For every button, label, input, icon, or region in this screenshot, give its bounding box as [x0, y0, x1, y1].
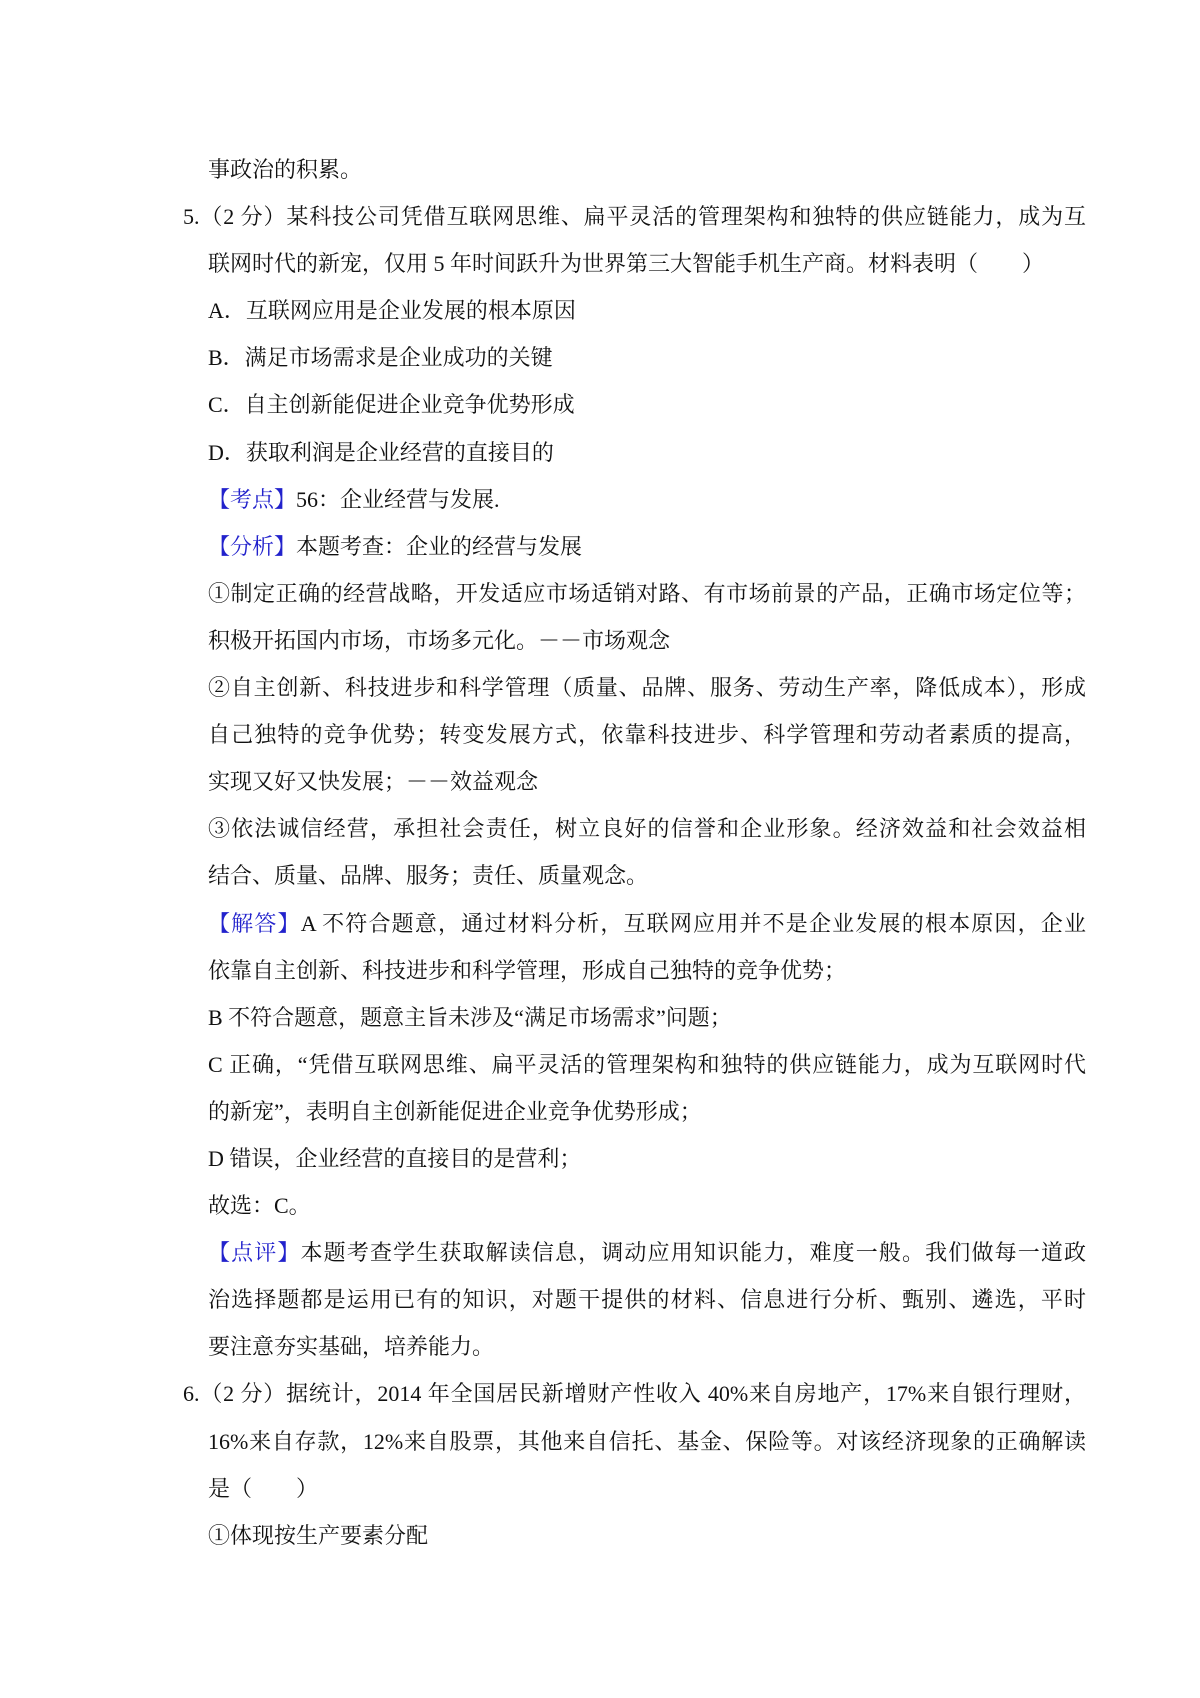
- line-text: 5.（2 分）某科技公司凭借互联网思维、扁平灵活的管理架构和独特的供应链能力，成为互: [183, 204, 1086, 230]
- question-5-stem-line-1: [0, 193, 1086, 240]
- line-text: 要注意夯实基础，培养能力。: [208, 1334, 495, 1360]
- answer-conclusion: [0, 1182, 1086, 1229]
- answer-line-5: [0, 1088, 1086, 1135]
- question-5-option-a: [0, 287, 1086, 334]
- answer-label: 【解答】: [208, 910, 301, 936]
- analysis-label: 【分析】: [208, 533, 297, 559]
- answer-line-4: [0, 1041, 1086, 1088]
- exam-point-line: [0, 476, 1086, 523]
- analysis-line-5: [0, 711, 1086, 758]
- line-text: 是（ ）: [208, 1475, 319, 1501]
- paragraph-continuation: [0, 146, 1086, 193]
- line-text: A 不符合题意，通过材料分析，互联网应用并不是企业发展的根本原因，企业: [300, 910, 1086, 936]
- line-text: 56：企业经营与发展.: [296, 486, 500, 512]
- comment-line-1: [0, 1229, 1086, 1276]
- option-text: B．满足市场需求是企业成功的关键: [208, 345, 553, 371]
- line-text: 实现又好又快发展；－－效益观念: [208, 769, 539, 795]
- line-text: 结合、质量、品牌、服务；责任、质量观念。: [208, 863, 649, 889]
- analysis-line-1: [0, 523, 1086, 570]
- line-text: 积极开拓国内市场，市场多元化。－－市场观念: [208, 627, 671, 653]
- line-text: 的新宠”，表明自主创新能促进企业竞争优势形成；: [208, 1098, 702, 1124]
- line-text: ③依法诚信经营，承担社会责任，树立良好的信誉和企业形象。经济效益和社会效益相: [208, 816, 1086, 842]
- analysis-line-6: [0, 758, 1086, 805]
- line-text: 自己独特的竞争优势；转变发展方式，依靠科技进步、科学管理和劳动者素质的提高，: [208, 722, 1086, 748]
- comment-label: 【点评】: [208, 1240, 301, 1266]
- question-6-stem-line-2: [0, 1418, 1086, 1465]
- line-text: 故选：C。: [208, 1193, 311, 1219]
- line-text: 6.（2 分）据统计，2014 年全国居民新增财产性收入 40%来自房地产，17%来自银行理财，: [183, 1381, 1086, 1407]
- line-text: 事政治的积累。: [208, 157, 363, 182]
- line-text: B 不符合题意，题意主旨未涉及“满足市场需求”问题；: [208, 1004, 732, 1030]
- line-text: ①体现按生产要素分配: [208, 1522, 429, 1548]
- question-5-option-c: [0, 381, 1086, 428]
- line-text: ①制定正确的经营战略，开发适应市场适销对路、有市场前景的产品，正确市场定位等；: [208, 580, 1086, 606]
- analysis-line-3: [0, 617, 1086, 664]
- comment-line-3: [0, 1323, 1086, 1370]
- line-text: 联网时代的新宠，仅用 5 年时间跃升为世界第三大智能手机生产商。材料表明（ ）: [208, 251, 1045, 277]
- line-text: 本题考查学生获取解读信息，调动应用知识能力，难度一般。我们做每一道政: [300, 1240, 1086, 1266]
- option-text: D．获取利润是企业经营的直接目的: [208, 439, 554, 465]
- analysis-line-4: [0, 664, 1086, 711]
- question-5-option-d: [0, 429, 1086, 476]
- line-text: 本题考查：企业的经营与发展: [296, 533, 583, 559]
- question-5-option-b: [0, 334, 1086, 381]
- line-text: 治选择题都是运用已有的知识，对题干提供的材料、信息进行分析、甄别、遴选，平时: [208, 1287, 1086, 1313]
- line-text: D 错误，企业经营的直接目的是营利；: [208, 1145, 582, 1171]
- comment-line-2: [0, 1276, 1086, 1323]
- question-6-stem-line-3: [0, 1465, 1086, 1512]
- question-6-item-1: [0, 1512, 1086, 1559]
- line-text: 16%来自存款，12%来自股票，其他来自信托、基金、保险等。对该经济现象的正确解读: [208, 1428, 1086, 1454]
- answer-line-2: [0, 947, 1086, 994]
- answer-line-1: [0, 900, 1086, 947]
- answer-line-6: [0, 1135, 1086, 1182]
- text-column: [0, 146, 1200, 1559]
- line-text: C 正确，“凭借互联网思维、扁平灵活的管理架构和独特的供应链能力，成为互联网时代: [208, 1051, 1086, 1077]
- answer-line-3: [0, 994, 1086, 1041]
- question-6-stem-line-1: [0, 1370, 1086, 1417]
- option-text: A．互联网应用是企业发展的根本原因: [208, 298, 576, 324]
- option-text: C．自主创新能促进企业竞争优势形成: [208, 392, 575, 418]
- exam-point-label: 【考点】: [208, 486, 297, 512]
- line-text: ②自主创新、科技进步和科学管理（质量、品牌、服务、劳动生产率，降低成本），形成: [208, 675, 1086, 701]
- analysis-line-7: [0, 805, 1086, 852]
- analysis-line-2: [0, 570, 1086, 617]
- line-text: 依靠自主创新、科技进步和科学管理，形成自己独特的竞争优势；: [208, 957, 847, 983]
- analysis-line-8: [0, 852, 1086, 899]
- question-5-stem-line-2: [0, 240, 1086, 287]
